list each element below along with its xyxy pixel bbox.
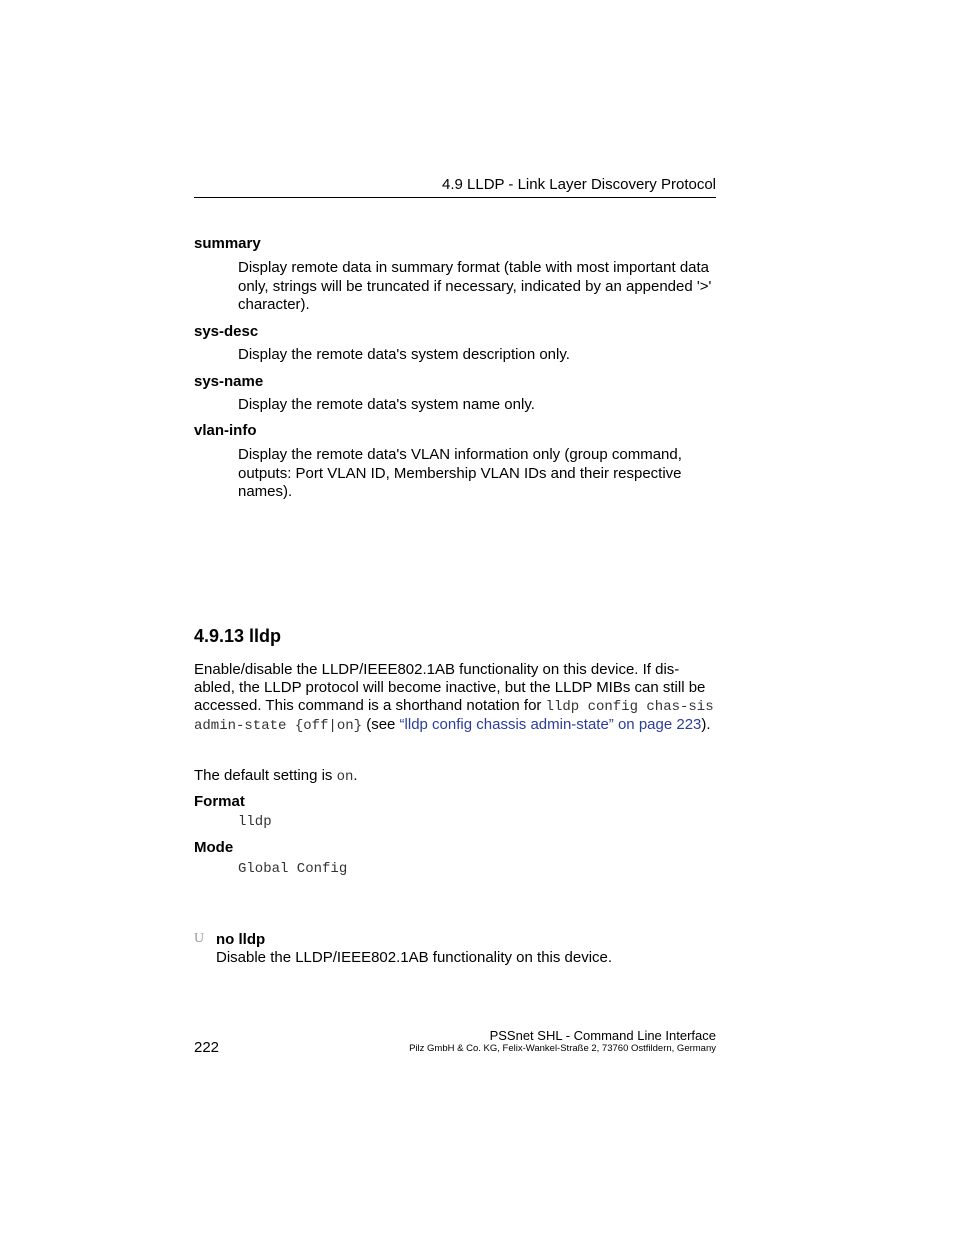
default-end: . bbox=[353, 767, 358, 784]
mode-label: Mode bbox=[194, 839, 234, 856]
footer-company: Pilz GmbH & Co. KG, Felix-Wankel-Straße 2, 73760 Ostfildern, Germany bbox=[409, 1043, 716, 1054]
footer-title: PSSnet SHL - Command Line Interface bbox=[489, 1028, 716, 1043]
default-value: on bbox=[336, 769, 354, 785]
section-intro bbox=[194, 661, 716, 735]
no-command-desc: Disable the LLDP/IEEE802.1AB functionality on this device. bbox=[216, 949, 613, 966]
cross-reference-link[interactable]: “lldp config chassis admin-state” on page 223 bbox=[399, 716, 702, 733]
default-text: The default setting is bbox=[194, 767, 337, 784]
param-term-sys-desc: sys-desc bbox=[194, 323, 259, 340]
intro-end: ). bbox=[701, 716, 711, 733]
param-desc-summary: Display remote data in summary format (table with most important data only, strings will be truncated if necessary, indicated by an appended '>' character). bbox=[238, 259, 712, 314]
param-term-summary: summary bbox=[194, 235, 261, 252]
param-term-vlan-info: vlan-info bbox=[194, 422, 257, 439]
format-value: lldp bbox=[238, 814, 272, 830]
param-desc-vlan-info: Display the remote data's VLAN information only (group command, outputs: Port VLAN ID, Membership VLAN IDs and their respective names). bbox=[238, 446, 682, 501]
default-setting bbox=[194, 767, 716, 786]
list-marker: U bbox=[194, 931, 205, 946]
page-number: 222 bbox=[194, 1039, 220, 1056]
intro-see: (see bbox=[362, 716, 400, 733]
section-heading: 4.9.13 lldp bbox=[194, 626, 282, 646]
param-desc-sys-name: Display the remote data's system name only. bbox=[238, 396, 535, 413]
param-desc-sys-desc: Display the remote data's system description only. bbox=[238, 346, 570, 363]
no-command: no lldp bbox=[216, 931, 266, 948]
mode-value: Global Config bbox=[238, 861, 348, 877]
param-term-sys-name: sys-name bbox=[194, 373, 264, 390]
intro-command: lldp config chas-sis admin-state {off|on} bbox=[194, 699, 714, 734]
running-head: 4.9 LLDP - Link Layer Discovery Protocol bbox=[194, 175, 716, 198]
intro-text: Enable/disable the LLDP/IEEE802.1AB functionality on this device. If dis-abled, the LLDP protocol will become inactive, but the LLDP MIBs can still be accessed. This command is a shorthand notation for bbox=[194, 661, 706, 714]
format-label: Format bbox=[194, 793, 245, 810]
